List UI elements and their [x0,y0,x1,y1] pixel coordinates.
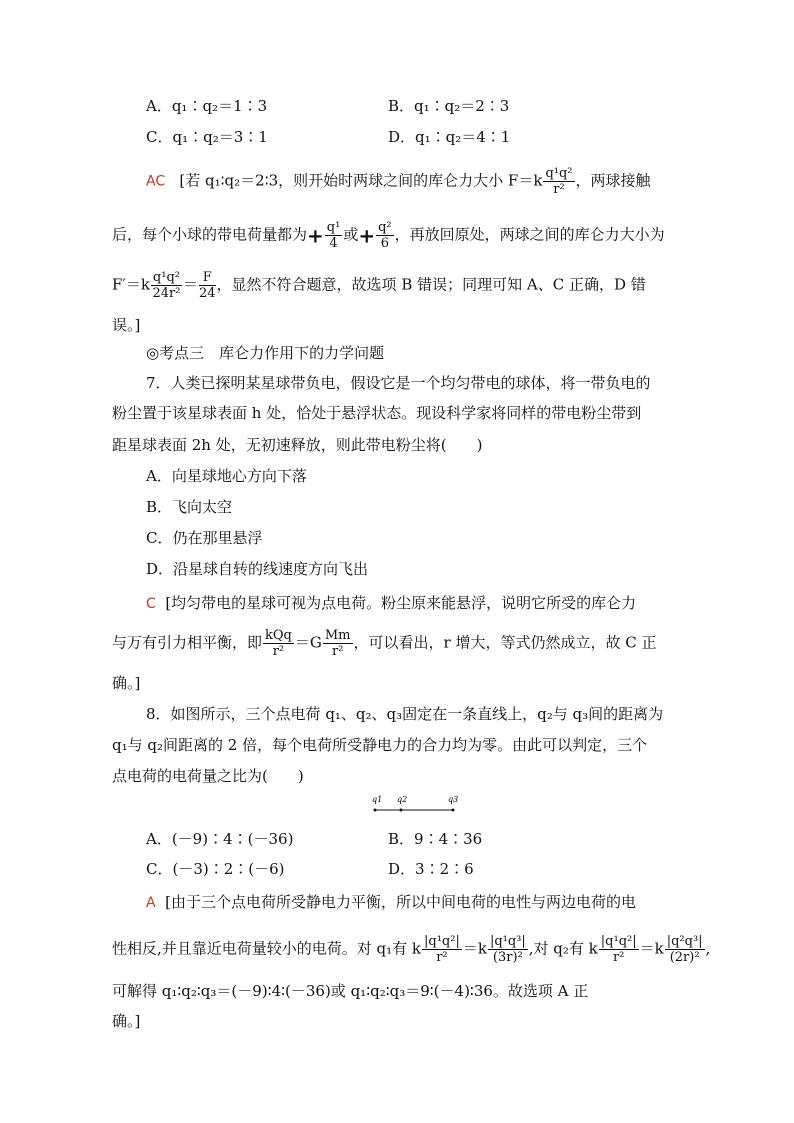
q6-answer-key: AC [146,173,166,190]
q8-option-b[interactable]: B．9∶4∶36 [388,830,483,848]
q8-option-c[interactable]: C．(－3)∶2∶(－6) [146,860,285,878]
q7-option-d[interactable]: D．沿星球自转的线速度方向飞出 [146,560,369,578]
q7-option-a[interactable]: A．向星球地心方向下落 [146,467,307,485]
section-heading: ◎考点三 库仑力作用下的力学问题 [146,344,385,362]
q8-option-d[interactable]: D．3∶2∶6 [388,860,474,878]
fraction: $\frac{\text{q¹q²}}{\text{24r²}}$ [152,270,181,301]
label-q2: q2 [397,795,408,804]
q6-answer-line3: F′＝k $\frac{\text{q¹q²}}{\text{24r²}}$ ＝ $\frac{F}{24}$ ，显然不符合题意，故选项 B 错误；同理可知 A、C 正确，D 错 [112,270,646,301]
fraction: $\frac{\text{|q¹q²|}}{\text{r²}}$ [424,934,460,965]
q8-answer-line2: 性相反,并且靠近电荷量较小的电荷。对 q₁有 k $\frac{\text{|q¹q²|}}{\text{r²}}$ ＝k $\frac{\text{|q¹q³|}}{\text{(3r)²}}$ ,对 q₂有 k $\frac{\text{|q¹q²|}}{\text{r²}}$ ＝k $\frac{\text{|q²q³|}}{\text{(2r)²}}$ , [112,934,711,965]
q6-option-c[interactable]: C．q₁∶q₂＝3∶1 [146,128,268,146]
fraction: $\frac{\text{|q¹q³|}}{\text{(3r)²}}$ [489,934,526,965]
q7-answer-key: C [146,596,156,612]
q7-answer-line3: 确。] [112,674,141,692]
q7-option-c[interactable]: C．仍在那里悬浮 [146,529,263,547]
q6-answer-line1: AC [若 q₁∶q₂＝2∶3，则开始时两球之间的库仑力大小 F＝k $\frac{\text{q¹q²}}{\text{r²}}$ ，两球接触 [146,166,651,197]
fraction: $\frac{\text{kQq}}{\text{r²}}$ [265,628,292,659]
q8-answer-line1: A [由于三个点电荷所受静电力平衡，所以中间电荷的电性与两边电荷的电 [146,893,636,911]
point-charges-diagram [368,793,468,817]
label-q3: q3 [448,795,459,804]
charge-point-q3 [452,809,455,812]
q7-stem-line3: 距星球表面 2h 处，无初速释放，则此带电粉尘将( ) [112,436,483,454]
q8-answer-line4: 确。] [112,1012,141,1030]
charge-point-q1 [374,809,377,812]
fraction: $\frac{\text{q²}}{6}$ [378,220,392,251]
q6-option-d[interactable]: D．q₁∶q₂＝4∶1 [388,128,511,146]
fraction: $\frac{\text{q¹q²}}{\text{r²}}$ [545,166,573,197]
q8-stem-line2: q₁与 q₂间距离的 2 倍，每个电荷所受静电力的合力均为零。由此可以判定，三个 [112,736,648,754]
q7-option-b[interactable]: B．飞向太空 [146,498,233,516]
label-q1: q1 [372,795,383,804]
q7-stem-line1: 7．人类已探明某星球带负电，假设它是一个均匀带电的球体，将一带负电的 [146,374,651,392]
q7-answer-line2: 与万有引力相平衡，即 $\frac{\text{kQq}}{\text{r²}}$ ＝G $\frac{Mm}{\text{r²}}$ ，可以看出，r 增大，等式仍然成立，故 C 正 [112,628,657,659]
fraction: $\frac{\text{|q¹q²|}}{\text{r²}}$ [600,934,637,965]
q7-stem-line2: 粉尘置于该星球表面 h 处，恰处于悬浮状态。现设科学家将同样的带电粉尘带到 [112,404,642,422]
fraction: $\frac{F}{24}$ [199,270,216,301]
q8-stem-line1: 8．如图所示，三个点电荷 q₁、q₂、q₃固定在一条直线上，q₂与 q₃间的距离为 [146,705,664,723]
q7-answer-line1: C [均匀带电的星球可视为点电荷。粉尘原来能悬浮，说明它所受的库仑力 [146,594,637,612]
q6-option-b[interactable]: B．q₁∶q₂＝2∶3 [388,97,510,115]
fraction: $\frac{\text{|q²q³|}}{\text{(2r)²}}$ [666,934,703,965]
q8-stem-line3: 点电荷的电荷量之比为( ) [112,767,304,785]
q6-option-a[interactable]: A．q₁∶q₂＝1∶3 [146,97,268,115]
q8-answer-line3: 可解得 q₁∶q₂∶q₃＝(－9)∶4∶(－36)或 q₁∶q₂∶q₃＝9∶(－4)∶36。故选项 A 正 [112,982,589,1000]
fraction: $\frac{\text{q¹}}{4}$ [326,220,341,251]
q8-answer-key: A [146,895,156,911]
charge-point-q2 [400,809,403,812]
q8-option-a[interactable]: A．(－9)∶4∶(－36) [146,830,294,848]
fraction: $\frac{Mm}{\text{r²}}$ [324,628,351,659]
q6-answer-line2: 后，每个小球的带电荷量都为+ $\frac{\text{q¹}}{4}$ 或+ $\frac{\text{q²}}{6}$ ，再放回原处，两球之间的库仑力大小为 [112,220,665,251]
q6-answer-line4: 误。] [112,316,141,334]
